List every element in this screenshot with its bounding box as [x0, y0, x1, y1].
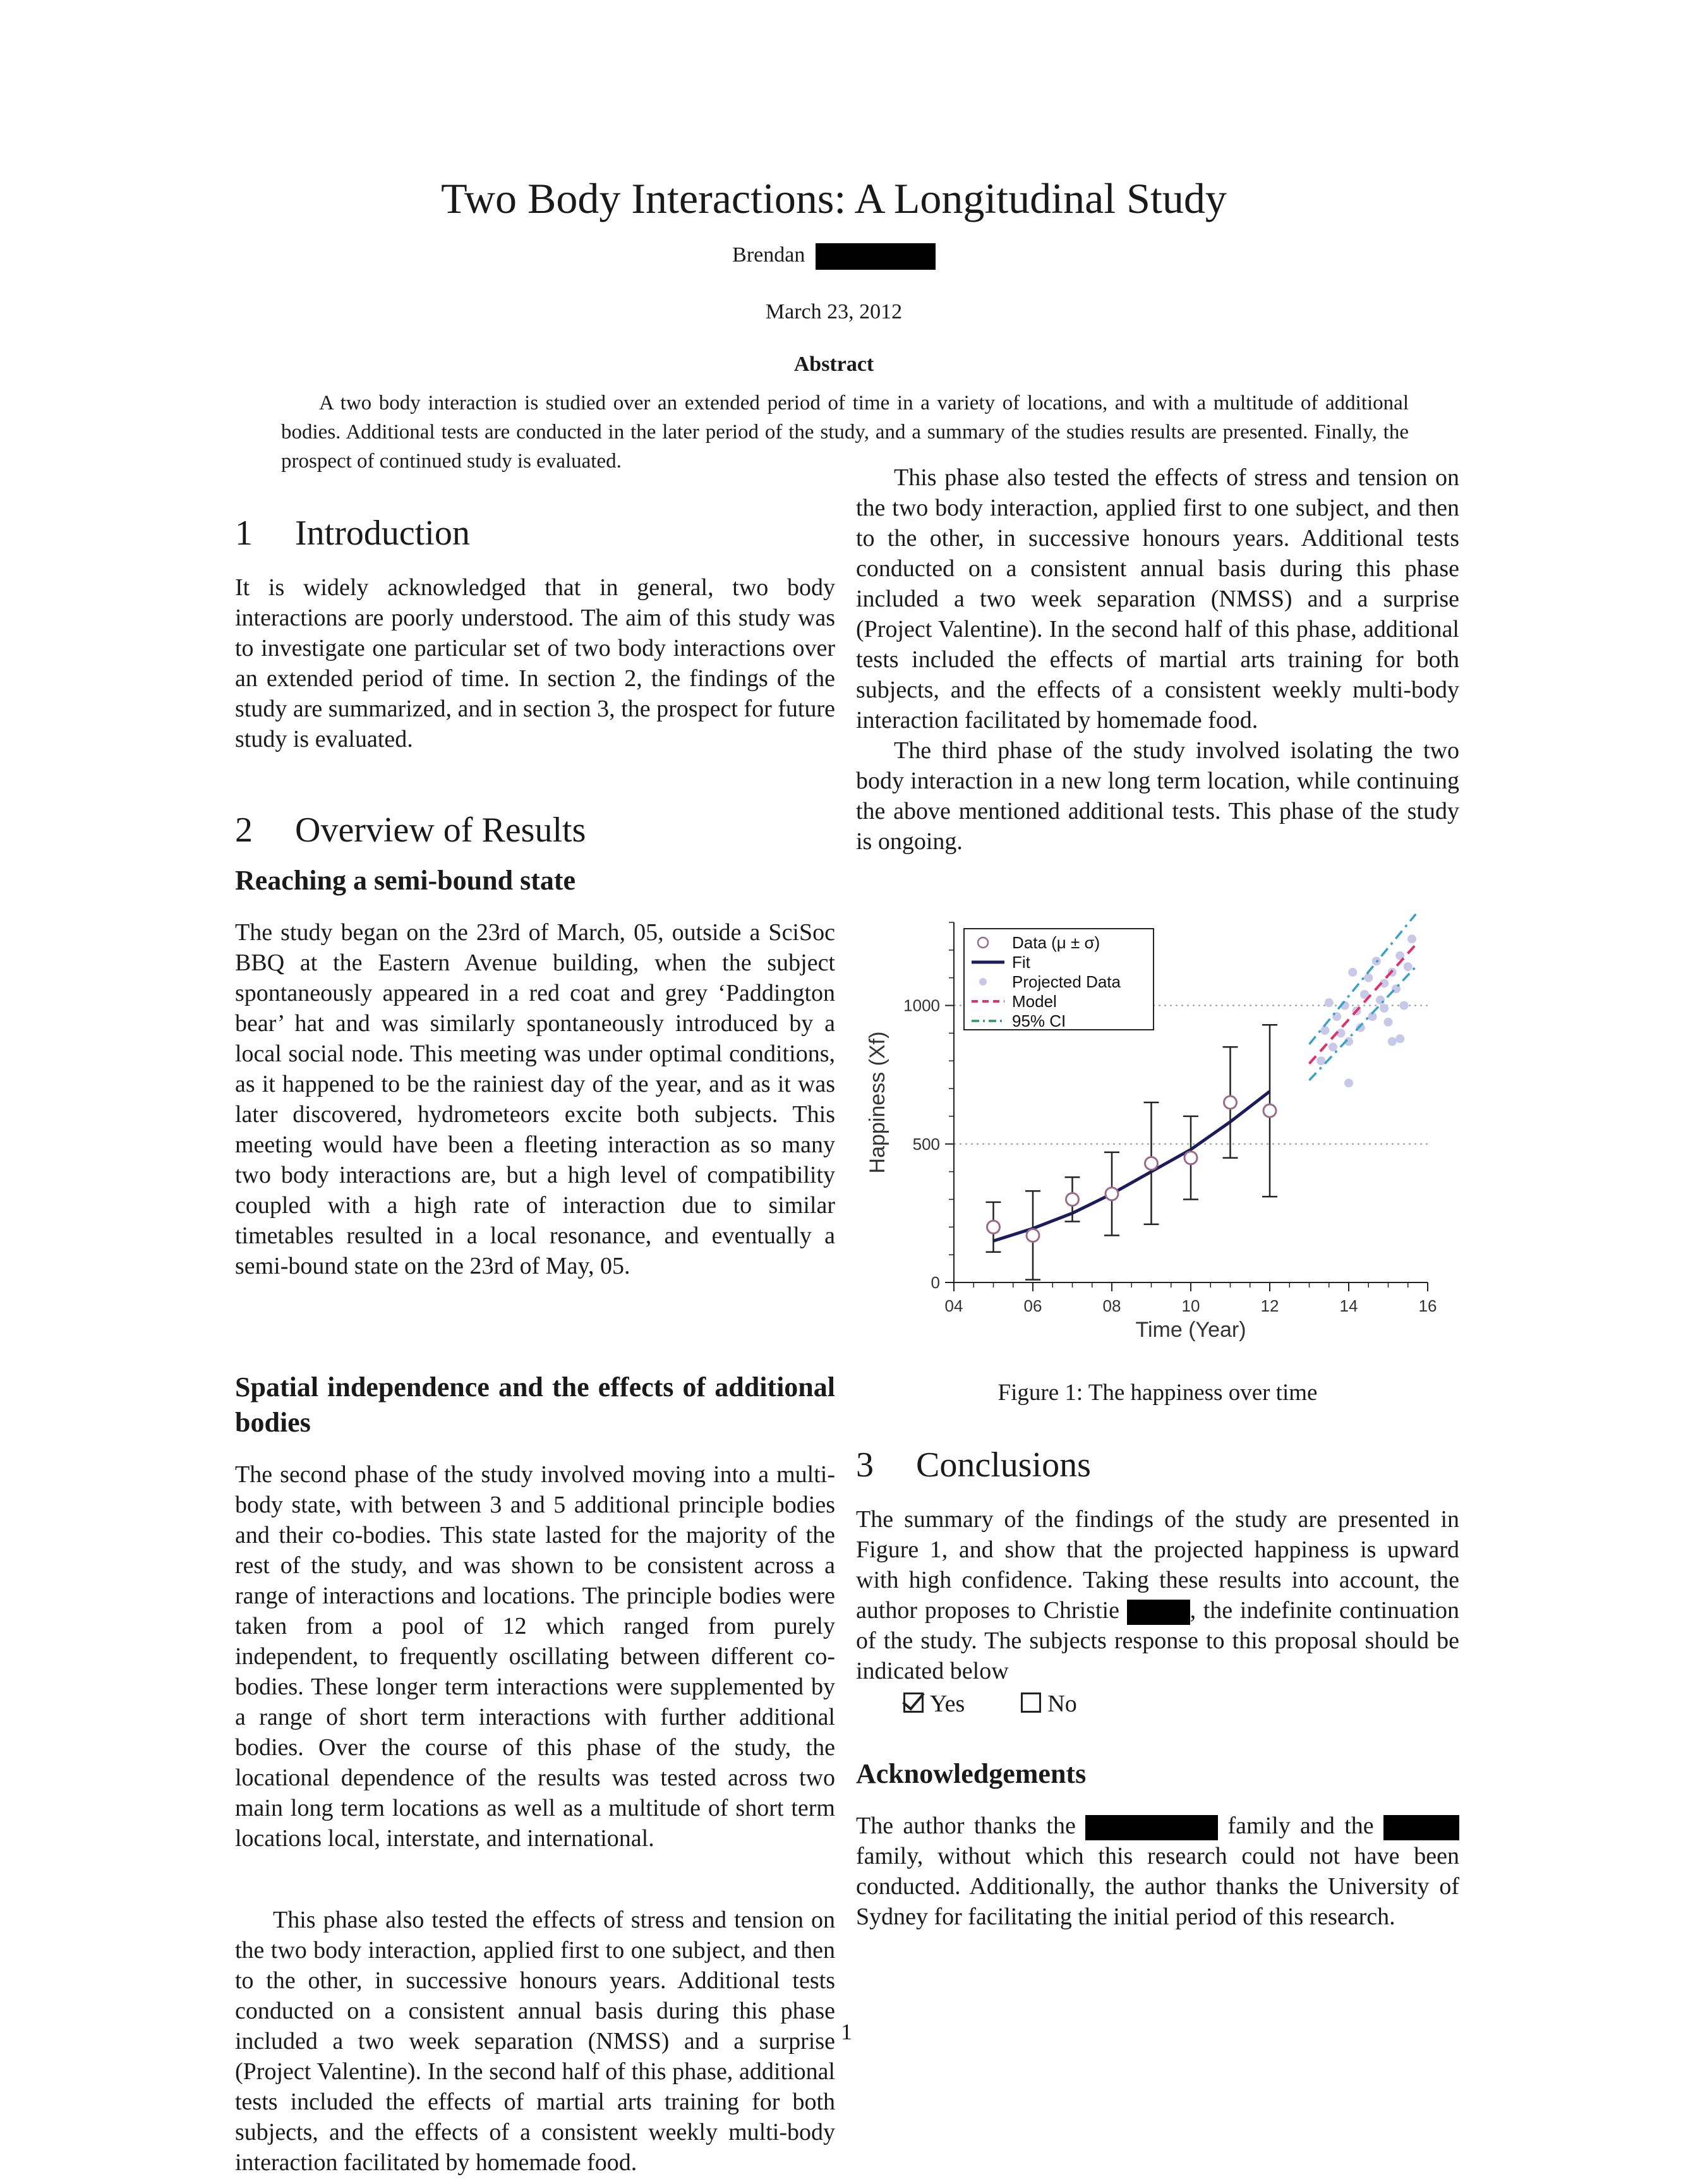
data-point [1145, 1157, 1158, 1169]
y-axis-label: Happiness (Xf) [865, 1031, 889, 1174]
subsection-spatial [235, 1370, 835, 1854]
x-tick-label: 04 [944, 1296, 963, 1315]
legend-label: Data (μ ± σ) [1012, 933, 1100, 952]
yes-checkbox[interactable] [903, 1692, 924, 1713]
projected-point [1321, 1026, 1330, 1035]
page-number: 1 [841, 2019, 852, 2044]
paper-date: March 23, 2012 [765, 300, 903, 323]
no-option[interactable] [1021, 1691, 1076, 1717]
redacted-surname [816, 243, 936, 270]
yes-label: Yes [930, 1691, 965, 1717]
abstract-text: A two body interaction is studied over an extended period of time in a variety of locations, and with a multitude of additional bodies. Additional tests are conducted in the later period of the study, and a summary of the studies results are presented. Finally, the prospect of continued study is evaluated. [281, 392, 1409, 473]
redacted-family-1 [1085, 1815, 1218, 1840]
overview-paragraph-4: The third phase of the study involved isolating the two body interaction in a new long term location, while continuing the above mentioned additional tests. This phase of the study is ongoing. [856, 737, 1459, 855]
projected-point [1395, 1034, 1404, 1043]
x-tick-label: 16 [1418, 1296, 1437, 1315]
y-tick-label: 1000 [903, 996, 940, 1015]
projected-point [1348, 968, 1357, 977]
right-column-top [856, 464, 1459, 892]
abstract-heading: Abstract [793, 353, 874, 376]
legend-marker-data [978, 938, 988, 948]
conclusions-paragraph: The summary of the findings of the study are presented in Figure 1, and show that the projected happiness is upward with high confidence. Taking these results into account, the author proposes to Christie , the indefinite continuation of the study. The subjects response to this proposal should be indicated below [856, 1506, 1460, 1684]
overview-paragraph-3a-wrap [235, 1905, 835, 2176]
data-point [1106, 1188, 1118, 1200]
projected-point [1388, 1037, 1397, 1046]
no-checkbox[interactable] [1021, 1692, 1041, 1713]
happiness-chart [859, 910, 1453, 1352]
response-options [903, 1690, 1077, 1718]
x-tick-label: 14 [1339, 1296, 1358, 1315]
section-heading: 1 Introduction [235, 514, 470, 553]
projected-point [1364, 974, 1373, 982]
overview-paragraph-3-cont: This phase also tested the effects of stress and tension on the two body interaction, applied first to one subject, and then to the other, in successive honours years. Additional tests conducted on a consistent annual basis during this phase included a two week separation (NMSS) and a surprise (Project Valentine). In the second half of this phase, additional tests included the effects of martial arts training for both subjects, and the effects of a consistent weekly multi-body interaction facilitated by homemade food. [856, 464, 1459, 733]
x-axis-label: Time (Year) [1135, 1318, 1246, 1342]
section-introduction [235, 514, 835, 754]
fit-line [994, 1091, 1270, 1241]
projected-point [1407, 934, 1416, 943]
section-overview [235, 811, 835, 1281]
data-point [1184, 1152, 1197, 1164]
overview-paragraph-1: The study began on the 23rd of March, 05, outside a SciSoc BBQ at the Eastern Avenue building, when the subject spontaneously appeared in a red coat and grey ‘Paddington bear’ hat and was similarly spontaneously introduced by a local social node. This meeting was under optimal conditions, as it happened to be the rainiest day of the year, and as it was later discovered, hydrometeors excite both subjects. This meeting would have been a fleeting interaction as so many two body interactions are, but a high level of compatibility coupled with a high rate of interaction due to similar timetables resulted in a local resonance, and eventually a semi-bound state on the 23rd of May, 05. [235, 919, 835, 1279]
section-acknowledgements [856, 1756, 1459, 1932]
x-tick-label: 10 [1181, 1296, 1200, 1315]
projected-point [1316, 1056, 1325, 1065]
no-label: No [1047, 1691, 1077, 1717]
section-conclusions [856, 1445, 1460, 1686]
projected-point [1325, 998, 1334, 1007]
y-tick-label: 500 [912, 1134, 940, 1154]
intro-paragraph: It is widely acknowledged that in general, two body interactions are poorly understood. The aim of this study was to investigate one particular set of two body interactions over an extended period of time. In section 2, the findings of the study are summarized, and in section 3, the prospect for future study is evaluated. [235, 574, 835, 752]
figure-caption: Figure 1: The happiness over time [997, 1380, 1318, 1406]
ack-paragraph: The author thanks the family and the family, without which this research could not have been conducted. Additionally, the author thanks the University of Sydney for facilitating the initial period of this research. [856, 1813, 1459, 1930]
author-line [0, 243, 1668, 270]
redacted-name [1127, 1600, 1190, 1625]
ack-heading: Acknowledgements [856, 1758, 1087, 1789]
projected-point [1380, 1004, 1389, 1013]
legend-label: Model [1012, 992, 1057, 1011]
x-tick-label: 06 [1023, 1296, 1042, 1315]
legend-marker-projected [979, 978, 987, 986]
y-tick-label: 0 [931, 1273, 940, 1292]
overview-paragraph-2: The second phase of the study involved moving into a multi-body state, with between 3 and 5 additional principle bodies and their co-bodies. This state lasted for the majority of the rest of the study, and was shown to be consistent across a range of interactions and locations. The principle bodies were taken from a pool of 12 which ranged from purely independent, to frequently oscillating between different co-bodies. These longer term interactions were supplemented by a range of short term interactions with further additional bodies. Over the course of this phase of the study, the locational dependence of the results was tested across two main long term locations as well as a multitude of short term locations local, interstate, and international. [235, 1461, 835, 1852]
paper-title: Two Body Interactions: A Longitudinal Study [441, 174, 1227, 222]
legend-label: Fit [1012, 953, 1030, 972]
redacted-family-2 [1383, 1815, 1459, 1840]
subsection-heading: Reaching a semi-bound state [235, 865, 576, 896]
legend-label: 95% CI [1012, 1011, 1066, 1030]
x-tick-label: 08 [1102, 1296, 1121, 1315]
legend-label: Projected Data [1012, 972, 1121, 991]
projected-point [1384, 1018, 1393, 1027]
section-heading: 3 Conclusions [856, 1445, 1091, 1485]
data-point [1263, 1104, 1276, 1117]
yes-option[interactable] [903, 1691, 965, 1717]
projected-point [1400, 1001, 1409, 1010]
projected-point [1376, 996, 1385, 1005]
subsection-heading: Spatial independence and the effects of additional bodies [235, 1372, 835, 1438]
projected-point [1404, 962, 1413, 971]
data-point [1066, 1193, 1079, 1205]
x-tick-label: 12 [1260, 1296, 1279, 1315]
projected-point [1344, 1078, 1353, 1087]
section-heading: 2 Overview of Results [235, 811, 586, 850]
author-name: Brendan [732, 243, 805, 267]
data-point [987, 1221, 1000, 1233]
data-point [1224, 1096, 1237, 1109]
overview-paragraph-3: This phase also tested the effects of stress and tension on the two body interaction, applied first to one subject, and then to the other, in successive honours years. Additional tests conducted on a consistent annual basis during this phase included a two week separation (NMSS) and a surprise (Project Valentine). In the second half of this phase, additional tests included the effects of martial arts training for both subjects, and the effects of a consistent weekly multi-body interaction facilitated by homemade food. [235, 1907, 835, 2176]
data-point [1027, 1229, 1039, 1241]
